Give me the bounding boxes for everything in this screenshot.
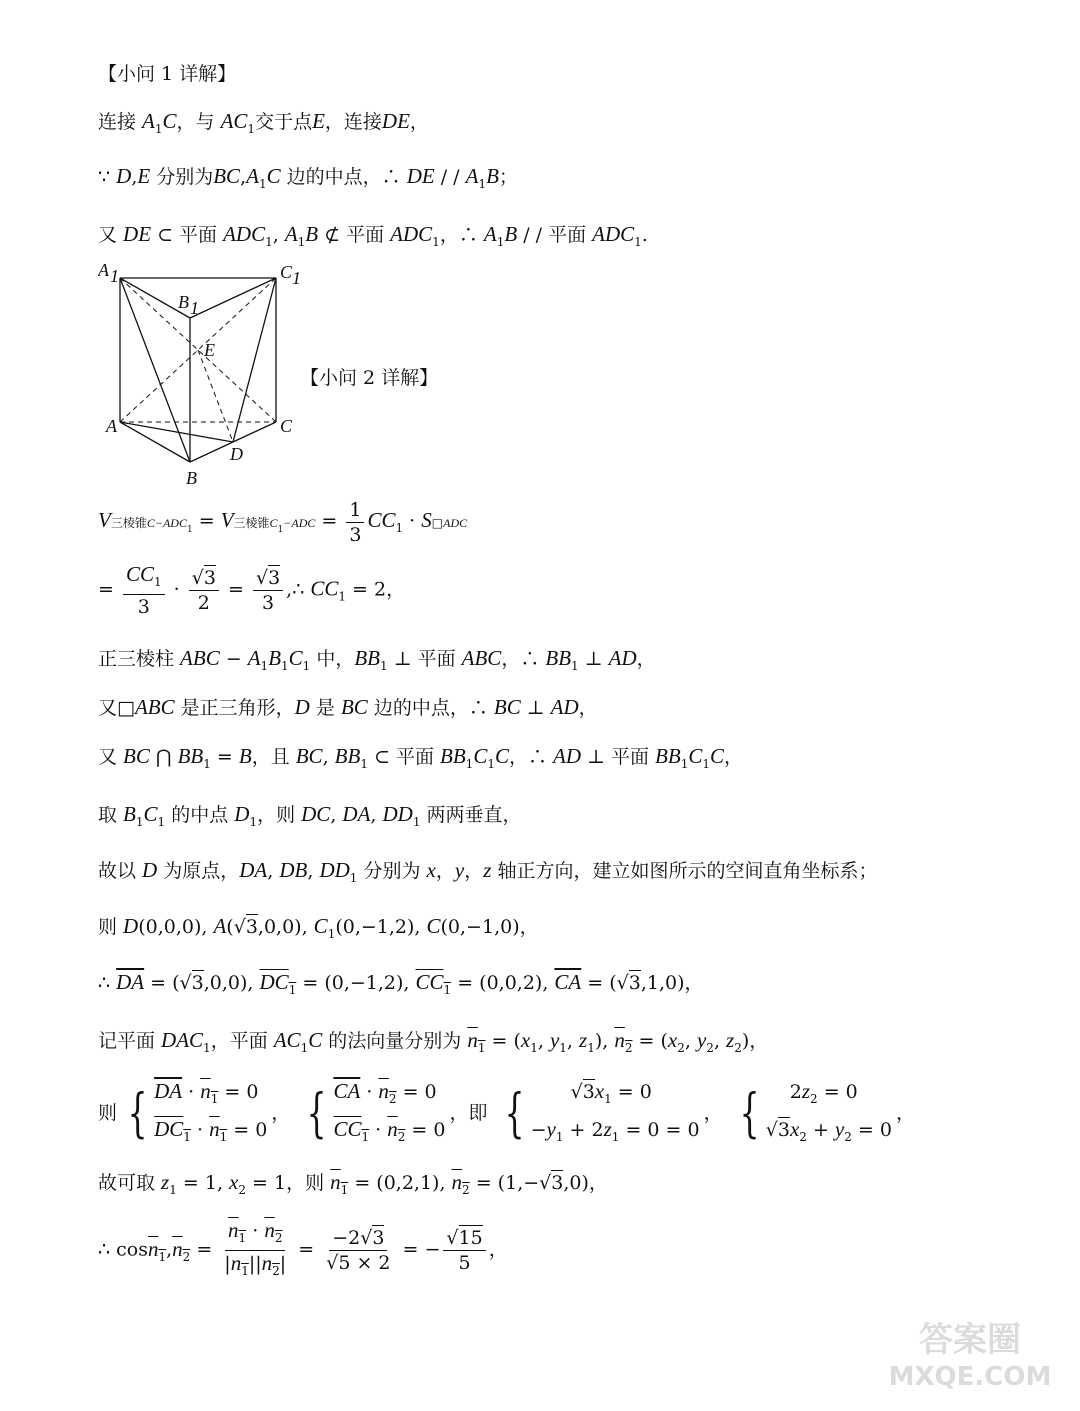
label-E: E	[204, 340, 215, 360]
watermark-bottom: MXQE.COM	[888, 1362, 1052, 1392]
label-A1-sub: 1	[110, 266, 119, 286]
line-11: 则 D(0,0,0), A(√3,0,0), $C_1(0,-1,2)$, C(0,−1,0)，	[98, 914, 539, 941]
label-C: C	[280, 416, 293, 436]
line-8: 又 BC ⋂ $BB_1 = B$，且 BC, $BB_1$ ⊂ 平面 $BB_1C_1C$，∴ AD ⊥ 平面 $BB_1C_1C$，	[98, 744, 744, 771]
line-13: 记平面 $DAC_1$，平面 $AC_1C$ 的法向量分别为 $n_1 = (x_1$, $y_1$, $z_1$), $n_2 = (x_2$, $y_2$, $z_2$)，	[98, 1028, 769, 1055]
label-A: A	[106, 416, 117, 436]
section1-heading: 【小问 1 详解】	[98, 63, 237, 85]
line-7: 又□ABC 是正三角形，D 是 BC 边的中点，∴ BC ⊥ AD，	[98, 695, 598, 719]
label-B: B	[186, 468, 197, 488]
volume-equation-2: = $\frac{CC_1}{3}$ · $\frac{√3}{2}$ = $\frac{√3}{3}$ ,∴ $CC_1 = 2$，	[98, 562, 406, 618]
line-3: 又 DE ⊂ 平面 $ADC_1$, $A_1B$ ⊄ 平面 $ADC_1$，∴ $A_1B$ / / 平面 $ADC_1$.	[98, 222, 648, 249]
line-1: 连接 $A_1C$，与 $AC_1$交于点E，连接DE，	[98, 109, 429, 136]
section2-heading: 【小问 2 详解】	[300, 367, 439, 389]
label-D: D	[230, 444, 243, 464]
line-6: 正三棱柱 ABC − $A_1B_1C_1$ 中，$BB_1$ ⊥ 平面 ABC，∴ $BB_1$ ⊥ AD，	[98, 646, 656, 673]
line-2: ∵ D,E 分别为$BC,A_1C$ 边的中点，∴ DE / / $A_1B$；	[98, 164, 518, 191]
label-B1-sub: 1	[190, 298, 199, 318]
line-14-systems: 则 { $\overline{DA} \cdot n_1 = 0$ $DC_1 \cdot n_1 = 0$ ， { $\overline{CA} \cdot n_2 = 0$ $CC_1 \cdot n_2 = 0$ ，即 { $√3x_1 = 0$ $-y_1 + 2z_1 = 0 = 0$ ， { $2z_2 = 0$ $√3x_2 + y_2 = 0$ ，	[98, 1079, 915, 1144]
line-12: ∴ $\overline{DA} = (√3,0,0)$, $DC_1 = (0,-1,2)$, $CC_1 = (0,0,2)$, $\overline{CA} = (√3,1,0)$，	[98, 970, 704, 997]
line-10: 故以 D 为原点，DA, DB, $DD_1$ 分别为 x，y，z 轴正方向，建立如图所示的空间直角坐标系；	[98, 858, 878, 885]
line-16-cosine: ∴ $\cos n_1,n_2$ = $\frac{n_1 \cdot n_2}{|n_1||n_2|}$ = $\frac{-2√3}{√5 \times 2}$ = − $\frac{√15}{5}$ ，	[98, 1218, 508, 1278]
label-C1: C	[280, 262, 293, 282]
prism-figure	[98, 262, 308, 492]
watermark-logo	[880, 1313, 1060, 1393]
label-B1: B	[178, 292, 189, 312]
watermark-top: 答案圈	[919, 1320, 1021, 1360]
volume-equation: V三棱锥$C-ADC_1 = V$三棱锥$C_1-ADC$ = $\frac{1}{3}$ $CC_1$ · S□ADC	[98, 498, 468, 546]
label-C1-sub: 1	[292, 268, 301, 288]
line-15: 故可取 $z_1 = 1$, $x_2 = 1$，则 $n_1 = (0,2,1)$, $n_2 = (1,-√3,0)$，	[98, 1170, 608, 1197]
line-9: 取 $B_1C_1$ 的中点 $D_1$，则 DC, DA, $DD_1$ 两两垂直，	[98, 802, 522, 829]
label-A1: A	[98, 262, 109, 280]
